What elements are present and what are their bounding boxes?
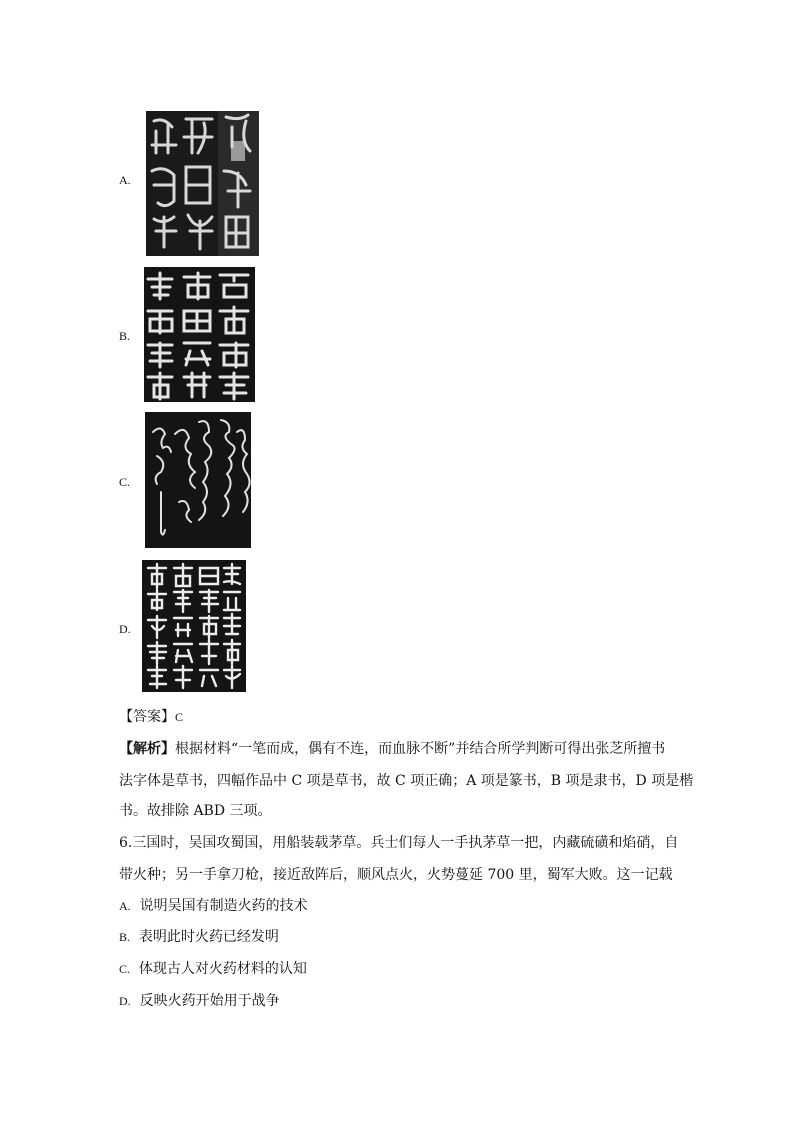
question-line-2: 带火种；另一手拿刀枪，接近敌阵后，顺风点火，火势蔓延 700 里，蜀军大败。这一记载 bbox=[119, 867, 673, 883]
question-text-1: 三国时，吴国攻蜀国，用船装载茅草。兵士们每人一手执茅草一把，内藏硫磺和焰硝，自 bbox=[132, 835, 679, 851]
question-option-d bbox=[119, 990, 280, 1010]
question-line-1 bbox=[119, 832, 678, 852]
question-number: 6. bbox=[119, 835, 133, 851]
question-option-a-text: 说明吴国有制造火药的技术 bbox=[139, 898, 308, 914]
figure-option-label-d: D. bbox=[119, 622, 131, 636]
seal-script-rubbing-image bbox=[146, 111, 259, 256]
answer-line bbox=[119, 706, 183, 726]
answer-bracket: 【答案】 bbox=[119, 709, 175, 725]
figure-option-label-b: B. bbox=[119, 329, 131, 343]
analysis-bracket: 【解析】 bbox=[119, 741, 175, 757]
question-option-c-label: C. bbox=[119, 962, 131, 976]
figure-option-label-c: C. bbox=[119, 475, 131, 489]
question-option-d-text: 反映火药开始用于战争 bbox=[139, 993, 280, 1009]
question-option-b-label: B. bbox=[119, 930, 131, 944]
answer-value: C bbox=[175, 710, 184, 724]
question-option-b-text: 表明此时火药已经发明 bbox=[138, 929, 279, 945]
figure-option-label-a: A. bbox=[119, 173, 131, 187]
regular-script-rubbing-image bbox=[142, 560, 246, 692]
analysis-line-2: 法字体是草书，四幅作品中 C 项是草书，故 C 项正确；A 项是篆书，B 项是隶书，D 项是楷 bbox=[119, 773, 694, 789]
clerical-script-rubbing-image bbox=[144, 267, 255, 402]
question-option-a-label: A. bbox=[119, 899, 131, 913]
question-option-d-label: D. bbox=[119, 994, 131, 1008]
analysis-line-3: 书。故排除 ABD 三项。 bbox=[119, 803, 272, 819]
question-option-a bbox=[119, 895, 308, 915]
question-option-b bbox=[119, 926, 279, 946]
question-option-c bbox=[119, 958, 307, 978]
analysis-line-1 bbox=[119, 738, 665, 758]
question-option-c-text: 体现古人对火药材料的认知 bbox=[138, 961, 307, 977]
analysis-text-1: 根据材料“一笔而成，偶有不连，而血脉不断”并结合所学判断可得出张芝所擅书 bbox=[175, 741, 666, 757]
cursive-script-rubbing-image bbox=[145, 412, 251, 548]
